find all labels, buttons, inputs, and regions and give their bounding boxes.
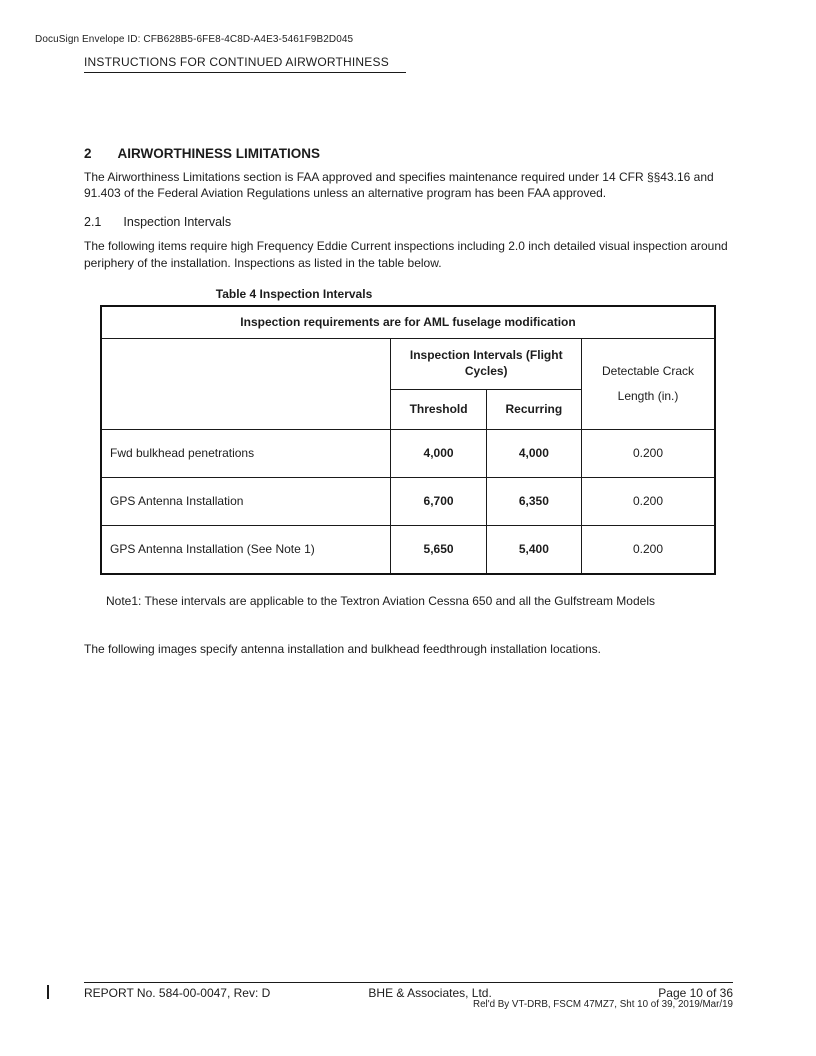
detectable-crack-line2: Length (in.)	[617, 388, 679, 403]
row-crack-value: 0.200	[582, 525, 715, 574]
section-2-number: 2	[84, 146, 92, 161]
flight-cycles-header-cell: Inspection Intervals (Flight Cycles)	[391, 338, 582, 389]
table-note: Note1: These intervals are applicable to the Textron Aviation Cessna 650 and all the Gulfstream Models	[106, 593, 655, 608]
footer-margin-tick	[47, 985, 49, 999]
footer-page-number: Page 10 of 36	[658, 986, 733, 1000]
inspection-intervals-table	[100, 305, 716, 575]
row-recurring-value: 4,000	[486, 429, 581, 477]
page-footer	[84, 982, 733, 1000]
section-2-paragraph: The Airworthiness Limitations section is FAA approved and specifies maintenance required under 14 CFR §§43.16 and 91.403 of the Federal Aviation Regulations unless an alternative program has been FAA approved.	[84, 170, 714, 201]
detectable-crack-header-cell	[582, 338, 715, 429]
section-2-1-number: 2.1	[84, 215, 102, 230]
section-2-title: AIRWORTHINESS LIMITATIONS	[117, 146, 321, 161]
table-row	[101, 477, 715, 525]
section-2-1-heading	[84, 215, 733, 229]
row-recurring-value: 5,400	[486, 525, 581, 574]
row-crack-value: 0.200	[582, 429, 715, 477]
row-threshold-value: 5,650	[391, 525, 486, 574]
row-item-label: GPS Antenna Installation	[101, 477, 391, 525]
row-threshold-value: 6,700	[391, 477, 486, 525]
row-recurring-value: 6,350	[486, 477, 581, 525]
document-body	[84, 146, 733, 656]
document-title-header: INSTRUCTIONS FOR CONTINUED AIRWORTHINESS	[84, 55, 406, 73]
table-caption: Table 4 Inspection Intervals	[215, 286, 373, 301]
row-item-label: Fwd bulkhead penetrations	[101, 429, 391, 477]
footer-release-line: Rel'd By VT-DRB, FSCM 47MZ7, Sht 10 of 39, 2019/Mar/19	[473, 999, 733, 1010]
footer-report-number: REPORT No. 584-00-0047, Rev: D	[84, 986, 271, 1000]
footer-company-name: BHE & Associates, Ltd.	[368, 986, 492, 1000]
section-2-1-title: Inspection Intervals	[123, 215, 232, 230]
table-row	[101, 525, 715, 574]
table-group-header-row	[101, 338, 715, 389]
table-title-cell: Inspection requirements are for AML fuselage modification	[101, 306, 715, 339]
recurring-header-cell: Recurring	[486, 389, 581, 429]
section-2-1-paragraph: The following items require high Frequency Eddie Current inspections including 2.0 inch detailed visual inspection around periphery of the installation. Inspections as listed in the table below.	[84, 239, 728, 270]
table-title-row	[101, 306, 715, 339]
following-images-paragraph: The following images specify antenna installation and bulkhead feedthrough installation locations.	[84, 641, 602, 656]
table-row	[101, 429, 715, 477]
docusign-envelope-id: DocuSign Envelope ID: CFB628B5-6FE8-4C8D-A4E3-5461F9B2D045	[35, 34, 354, 45]
detectable-crack-line1: Detectable Crack	[601, 363, 695, 378]
empty-header-cell	[101, 338, 391, 429]
section-2-heading	[84, 146, 733, 161]
threshold-header-cell: Threshold	[391, 389, 486, 429]
row-threshold-value: 4,000	[391, 429, 486, 477]
row-item-label: GPS Antenna Installation (See Note 1)	[101, 525, 391, 574]
row-crack-value: 0.200	[582, 477, 715, 525]
